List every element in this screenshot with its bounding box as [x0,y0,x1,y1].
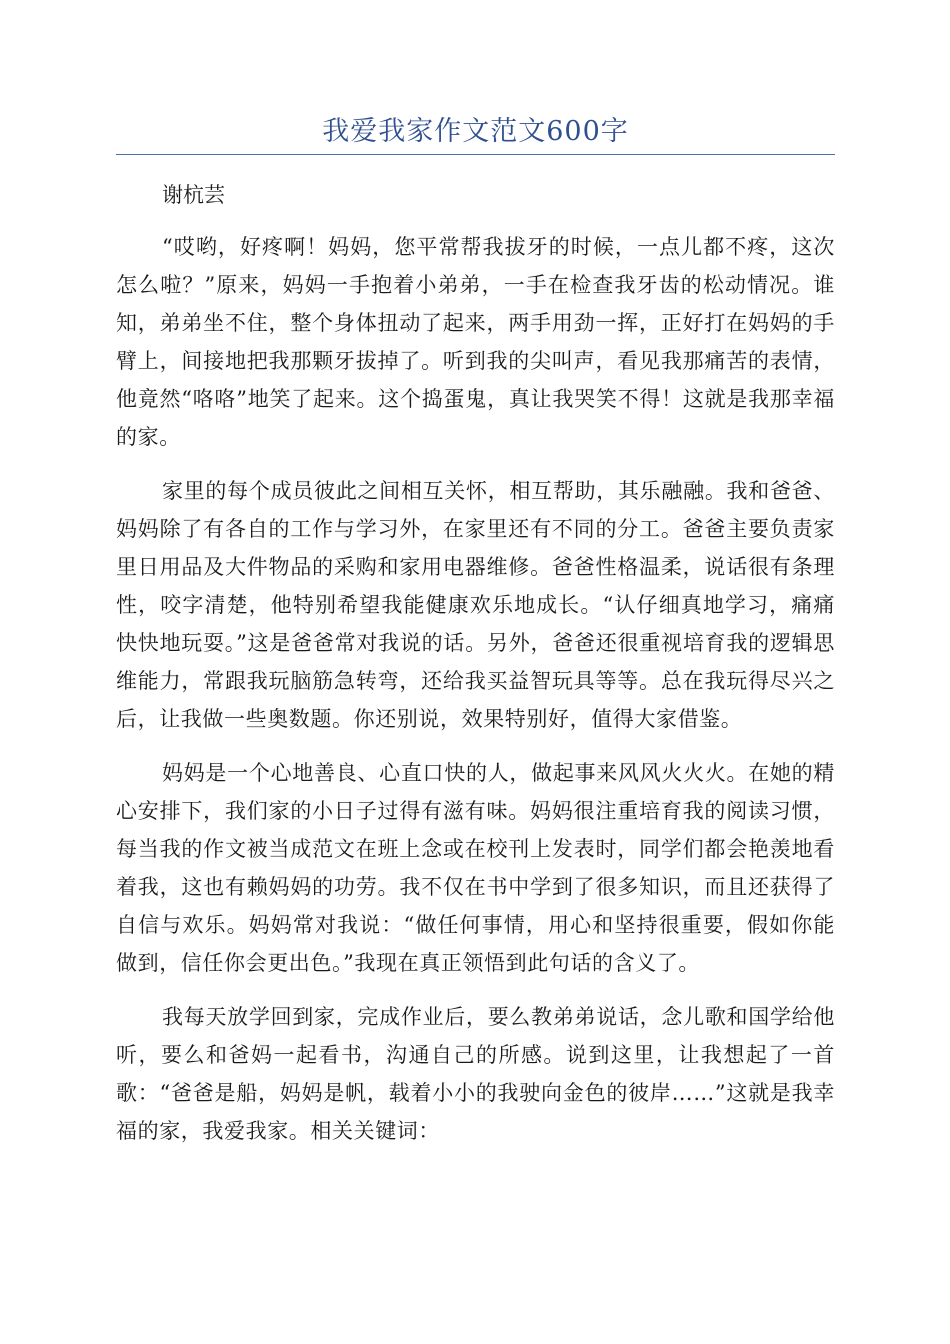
author-name: 谢杭芸 [162,183,225,207]
document-body [116,228,835,1166]
title-underline [116,154,835,155]
paragraph-4: 我每天放学回到家，完成作业后，要么教弟弟说话，念儿歌和国学给他听，要么和爸妈一起看书，沟通自己的所感。说到这里，让我想起了一首歌：“爸爸是船，妈妈是帆，载着小小的我驶向金色的彼岸……”这就是我幸福的家，我爱我家。相关关键词： [116,1005,835,1143]
document-title: 我爱我家作文范文600字 [322,116,629,147]
paragraph-2: 家里的每个成员彼此之间相互关怀，相互帮助，其乐融融。我和爸爸、妈妈除了有各自的工作与学习外，在家里还有不同的分工。爸爸主要负责家里日用品及大件物品的采购和家用电器维修。爸爸性格温柔，说话很有条理性，咬字清楚，他特别希望我能健康欢乐地成长。“认仔细真地学习，痛痛快快地玩耍。”这是爸爸常对我说的话。另外，爸爸还很重视培育我的逻辑思维能力，常跟我玩脑筋急转弯，还给我买益智玩具等等。总在我玩得尽兴之后，让我做一些奥数题。你还别说，效果特别好，值得大家借鉴。 [116,479,835,731]
paragraph-1: “哎哟，好疼啊！妈妈，您平常帮我拔牙的时候，一点儿都不疼，这次怎么啦？”原来，妈妈一手抱着小弟弟，一手在检查我牙齿的松动情况。谁知，弟弟坐不住，整个身体扭动了起来，两手用劲一挥，正好打在妈妈的手臂上，间接地把我那颗牙拔掉了。听到我的尖叫声，看见我那痛苦的表情，他竟然“咯咯”地笑了起来。这个捣蛋鬼，真让我哭笑不得！这就是我那幸福的家。 [116,235,835,449]
paragraph-3: 妈妈是一个心地善良、心直口快的人，做起事来风风火火火。在她的精心安排下，我们家的小日子过得有滋有味。妈妈很注重培育我的阅读习惯，每当我的作文被当成范文在班上念或在校刊上发表时，同学们都会艳羡地看着我，这也有赖妈妈的功劳。我不仅在书中学到了很多知识，而且还获得了自信与欢乐。妈妈常对我说：“做任何事情，用心和坚持很重要，假如你能做到，信任你会更出色。”我现在真正领悟到此句话的含义了。 [116,761,835,975]
